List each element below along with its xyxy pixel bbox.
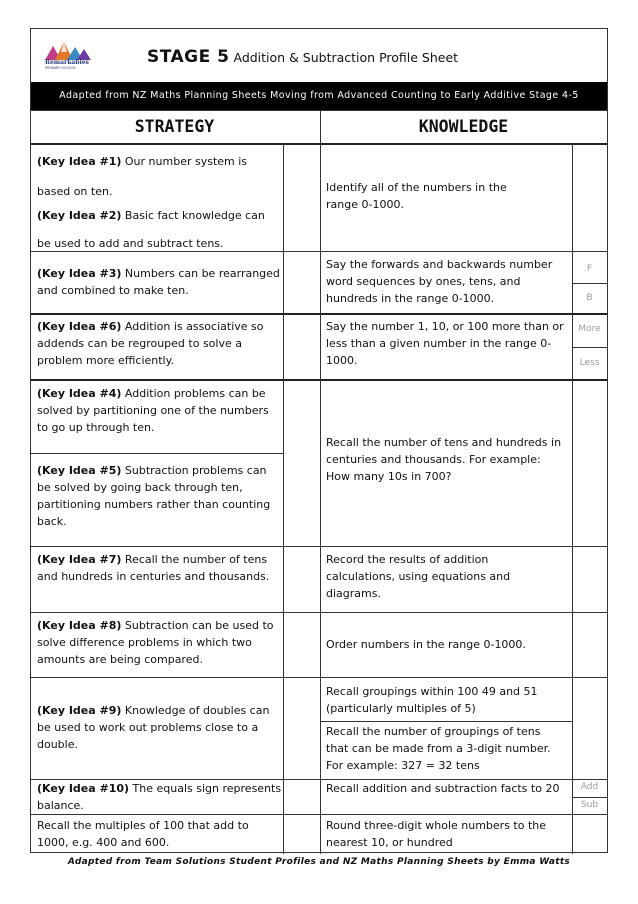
- divider: [31, 677, 607, 678]
- strategy-cell: (Key Idea #9) Knowledge of doubles can be used to work out problems close to a double.: [37, 704, 270, 751]
- stage-label: STAGE 5: [147, 47, 230, 67]
- strategy-cell: (Key Idea #10) The equals sign represents balance.: [37, 782, 282, 812]
- divider: [31, 814, 607, 815]
- divider: [31, 379, 607, 381]
- divider: [31, 546, 607, 547]
- knowledge-cell: Identify all of the numbers in the range 0-1000.: [326, 181, 507, 211]
- knowledge-cell: Say the forwards and backwards number word sequences by ones, tens, and hundreds in the range 0-1000.: [326, 258, 553, 305]
- more-label: More: [578, 324, 601, 334]
- sheet-header: [31, 29, 607, 109]
- column-divider: [320, 110, 321, 854]
- strategy-cell: (Key Idea #1) Our number system is based on ten.: [37, 155, 248, 198]
- divider: [572, 283, 607, 284]
- knowledge-cell: Say the number 1, 10, or 100 more than or less than a given number in the range 0-1000.: [326, 320, 564, 367]
- divider: [572, 797, 607, 798]
- strategy-cell: (Key Idea #7) Recall the number of tens and hundreds in centuries and thousands.: [37, 553, 270, 583]
- page-title: [147, 47, 458, 67]
- knowledge-cell: Recall the number of tens and hundreds in centuries and thousands. For example: How many 10s in 700?: [326, 436, 562, 483]
- divider: [31, 453, 283, 454]
- title-text: Addition & Subtraction Profile Sheet: [233, 50, 459, 65]
- strategy-column-header: STRATEGY: [134, 117, 215, 136]
- strategy-cell: (Key Idea #5) Subtraction problems can be solved by going back through ten, partitioning numbers rather than counting back.: [37, 464, 271, 528]
- knowledge-cell: Record the results of addition calculations, using equations and diagrams.: [326, 553, 511, 600]
- divider: [572, 347, 607, 348]
- divider: [31, 143, 607, 145]
- logo-subtitle: PRIMARY SCHOOL: [45, 66, 77, 70]
- subtitle-banner: Adapted from NZ Maths Planning Sheets Moving from Advanced Counting to Early Additive Stage 4-5: [31, 82, 607, 110]
- strategy-cell: (Key Idea #3) Numbers can be rearranged and combined to make ten.: [37, 267, 280, 297]
- knowledge-cell: Order numbers in the range 0-1000.: [326, 638, 526, 651]
- knowledge-column-header: KNOWLEDGE: [418, 117, 509, 136]
- column-divider: [572, 143, 573, 854]
- knowledge-cell: Recall groupings within 100 49 and 51 (particularly multiples of 5): [326, 685, 538, 715]
- knowledge-cell: Recall the number of groupings of tens that can be made from a 3-digit number. For example: 327 = 32 tens: [326, 725, 551, 772]
- knowledge-cell: Round three-digit whole numbers to the nearest 10, or hundred: [326, 819, 547, 849]
- strategy-cell: Recall the multiples of 100 that add to 1000, e.g. 400 and 600.: [37, 819, 249, 849]
- forwards-label: F: [586, 264, 593, 274]
- divider: [31, 612, 607, 613]
- strategy-cell: (Key Idea #6) Addition is associative so addends can be regrouped to solve a problem more efficiently.: [37, 320, 264, 367]
- backwards-label: B: [586, 293, 593, 303]
- strategy-cell: (Key Idea #4) Addition problems can be solved by partitioning one of the numbers to go up through ten.: [37, 387, 269, 434]
- divider: [31, 313, 607, 315]
- logo-brand: Remarkables: [45, 59, 89, 66]
- strategy-cell: (Key Idea #2) Basic fact knowledge can be used to add and subtract tens.: [37, 209, 265, 250]
- column-divider: [283, 143, 284, 854]
- profile-sheet: [30, 28, 608, 853]
- add-label: Add: [580, 782, 599, 792]
- sub-label: Sub: [580, 800, 599, 810]
- less-label: Less: [579, 358, 600, 368]
- strategy-cell: (Key Idea #8) Subtraction can be used to solve difference problems in which two amounts are being compared.: [37, 619, 274, 666]
- knowledge-cell: Recall addition and subtraction facts to 20: [326, 782, 560, 795]
- divider: [31, 110, 607, 111]
- divider: [320, 721, 572, 722]
- page-footer: Adapted from Team Solutions Student Profiles and NZ Maths Planning Sheets by Emma Watts: [67, 857, 571, 867]
